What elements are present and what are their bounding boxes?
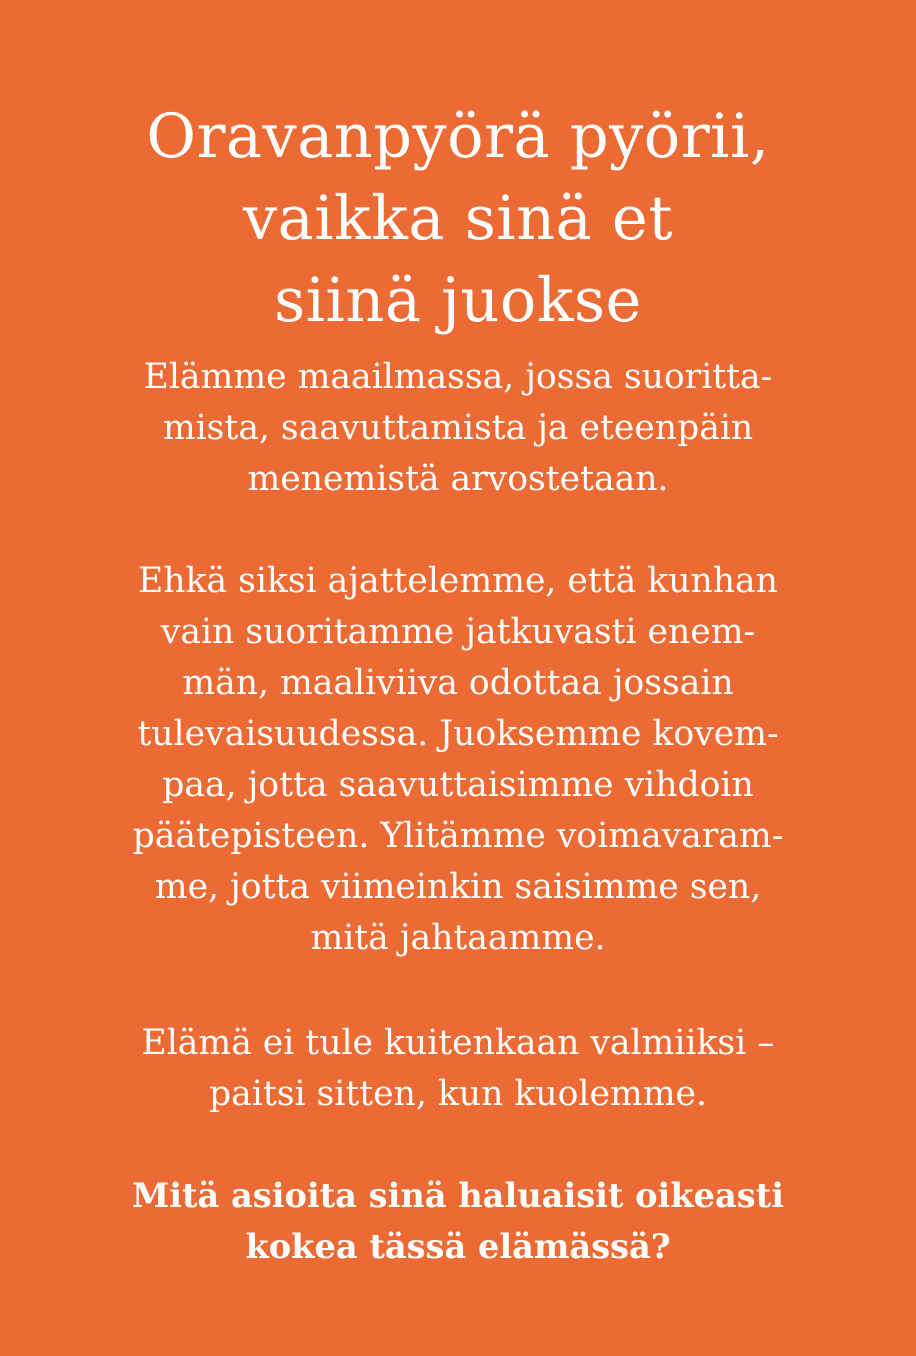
question-paragraph xyxy=(0,1170,916,1272)
title-line: siinä juokse xyxy=(274,266,642,336)
title-line: Oravanpyörä pyörii, xyxy=(146,102,770,172)
text-line: män, maaliviiva odottaa jossain xyxy=(182,663,734,703)
text-line: mista, saavuttamista ja eteenpäin xyxy=(162,408,754,448)
text-line: me, jotta viimeinkin saisimme sen, xyxy=(154,867,762,907)
body-paragraph xyxy=(0,556,916,964)
text-line: Mitä asioita sinä haluaisit oikeasti xyxy=(132,1175,784,1215)
text-line: Ehkä siksi ajattelemme, että kunhan xyxy=(138,561,778,601)
intro-paragraph xyxy=(0,352,916,505)
text-line: paitsi sitten, kun kuolemme. xyxy=(209,1074,707,1114)
text-line: Elämä ei tule kuitenkaan valmiiksi – xyxy=(141,1023,775,1063)
text-line: mitä jahtaamme. xyxy=(310,918,606,958)
text-line: Elämme maailmassa, jossa suoritta- xyxy=(143,357,773,397)
text-line: paa, jotta saavuttaisimme vihdoin xyxy=(162,765,754,805)
page-title xyxy=(0,96,916,342)
text-line: päätepisteen. Ylitämme voimavaram- xyxy=(132,816,784,856)
title-line: vaikka sinä et xyxy=(242,184,674,254)
text-line: vain suoritamme jatkuvasti enem- xyxy=(160,612,756,652)
text-line: kokea tässä elämässä? xyxy=(245,1226,671,1266)
text-line: tulevaisuudessa. Juoksemme kovem- xyxy=(137,714,779,754)
text-line: menemistä arvostetaan. xyxy=(247,459,669,499)
closing-paragraph xyxy=(0,1018,916,1120)
